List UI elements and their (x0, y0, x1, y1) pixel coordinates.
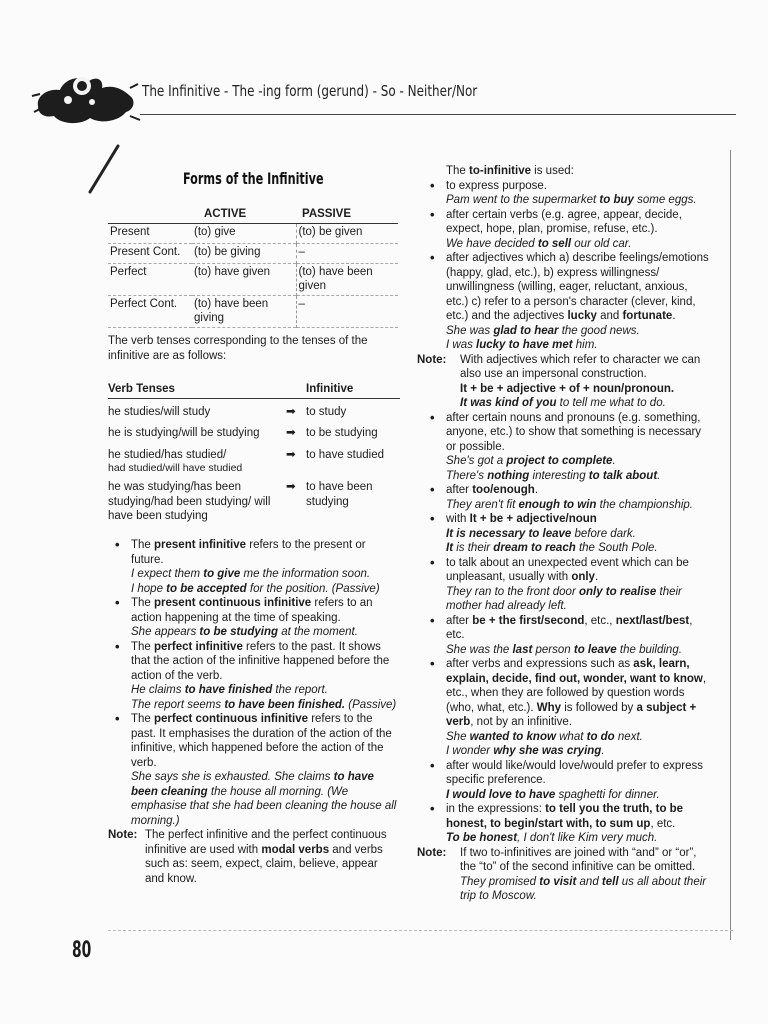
forms-table (108, 206, 398, 328)
forms-cell: (to) be giving (194, 245, 261, 258)
right-column (417, 164, 713, 904)
list-item: • to talk about an unexpected event which can be unpleasant, usually with only. They ran to the front door only to realise their mother had already left. (423, 556, 713, 614)
list-item: • to express purpose. Pam went to the supermarket to buy some eggs. (423, 179, 713, 208)
forms-table-block (108, 206, 400, 328)
arrow-icon: ➡ (286, 405, 296, 418)
infinitive-cell: to have been studying (306, 481, 373, 508)
list-item: • after certain verbs (e.g. agree, appear, decide, expect, hope, plan, promise, refuse, etc.). We have decided to sell our old car. (423, 208, 713, 252)
note-block: Note: If two to-infinitives are joined with “and” or “or”, the “to” of the second infinitive can be omitted. They promised to visit and tell us all about their trip to Moscow. (417, 846, 707, 902)
forms-cell: – (296, 243, 398, 263)
list-item: • after too/enough. They aren't fit enough to win the championship. (423, 483, 713, 512)
forms-cell: (to) give (194, 225, 236, 238)
list-item: • The perfect infinitive refers to the past. It shows that the action of the infinitive happened before the action of the verb. He claims to have finished the report. The report seems to have been finished. (Passive) (108, 640, 400, 713)
forms-cell: (to) have given (194, 265, 271, 278)
note-label: Note: (417, 353, 447, 366)
list-item: • after verbs and expressions such as ask, learn, explain, decide, find out, wonder, want to know, etc., when they are followed by question words (who, what, etc.). Why is followed by a subject + verb, not by an infinitive. She wanted to know what to do next. I wonder why she was crying. (423, 657, 713, 759)
pen-stroke-icon (82, 142, 126, 198)
arrow-icon: ➡ (286, 448, 296, 461)
chapter-title: The Infinitive - The -ing form (gerund) - So - Neither/Nor (142, 82, 478, 100)
list-item: • The perfect continuous infinitive refers to the past. It emphasises the duration of the action of the infinitive, which happened before the action of the verb. She says she is exhausted. She claims to have been cleaning the house all morning. (We emphasise that she had been cleaning the house all morning.) (108, 712, 400, 828)
left-bullets (108, 538, 400, 886)
forms-cell: Present Cont. (110, 245, 181, 258)
tense-cell: he studies/will study (108, 405, 211, 418)
list-item: • after adjectives which a) describe feelings/emotions (happy, glad, etc.), b) express willingness/ unwillingness (willing, eager, reluctant, anxious, etc.) c) refer to a person's character (clever, kind, etc.) and the adjectives lucky and fortunate. She was glad to hear the good news. I was lucky to have met him. (423, 251, 713, 353)
section-title: Forms of the Infinitive (183, 169, 324, 188)
forms-header-active: ACTIVE (204, 208, 247, 220)
tenses-row (108, 480, 400, 524)
page-number: 80 (72, 938, 92, 963)
infinitive-cell: to be studying (306, 427, 378, 439)
chapter-logo-icon (30, 66, 142, 128)
list-item: • in the expressions: to tell you the truth, to be honest, to begin/start with, to sum up, etc. To be honest, I don't like Kim very much. (423, 802, 713, 846)
list-item: • after be + the first/second, etc., next/last/best, etc. She was the last person to leave the building. (423, 614, 713, 658)
tenses-table-block (108, 382, 400, 524)
tenses-header-verb: Verb Tenses (108, 383, 175, 395)
note-block: Note: With adjectives which refer to character we can also use an impersonal construction. It + be + adjective + of + noun/pronoun. It was kind of you to tell me what to do. (417, 353, 701, 409)
list-item: • The present infinitive refers to the present or future. I expect them to give me the information soon. I hope to be accepted for the position. (Passive) (108, 538, 400, 596)
list-item: • after would like/would love/would prefer to express specific preference. I would love to have spaghetti for dinner. (423, 759, 713, 803)
forms-cell: (to) be given (296, 223, 398, 243)
arrow-icon: ➡ (286, 427, 296, 439)
right-intro: The to-infinitive is used: (446, 165, 574, 177)
header-rule (140, 114, 736, 115)
forms-cell: Present (110, 225, 150, 238)
infinitive-cell: to have studied (306, 448, 385, 461)
forms-cell: Perfect Cont. (110, 297, 178, 310)
note-label: Note: (417, 846, 447, 859)
forms-header-empty (108, 206, 192, 223)
column-rule (730, 150, 731, 940)
forms-header-passive: PASSIVE (302, 208, 351, 220)
tenses-row (108, 448, 400, 475)
list-item: • after certain nouns and pronouns (e.g. something, anyone, etc.) to show that something is necessary or possible. She's got a project to complete. There's nothing interesting to talk about. (423, 411, 713, 484)
forms-cell: (to) have been giving (194, 297, 269, 324)
list-item: • with It + be + adjective/noun It is necessary to leave before dark. It is their dream to reach the South Pole. (423, 512, 713, 556)
tenses-row (108, 405, 400, 420)
tense-cell: he was studying/has been studying/had been studying/ will have been studying (108, 481, 271, 522)
tense-cell: he is studying/will be studying (108, 427, 260, 439)
arrow-icon: ➡ (286, 481, 296, 493)
note-label: Note: (108, 829, 138, 841)
forms-cell: (to) have been given (296, 263, 398, 295)
note-block: Note: The perfect infinitive and the perfect continuous infinitive are used with modal verbs and verbs such as: seem, expect, claim, believe, appear and know. (108, 829, 387, 885)
list-item: • The present continuous infinitive refers to an action happening at the time of speaking. She appears to be studying at the moment. (108, 596, 400, 640)
tense-cell: he studied/has studied/ (108, 448, 227, 461)
infinitive-cell: to study (306, 405, 347, 418)
tenses-header-infinitive: Infinitive (306, 383, 354, 395)
tense-cell-small: had studied/will have studied (108, 462, 243, 474)
intro-paragraph: The verb tenses corresponding to the tenses of the infinitive are as follows: (108, 335, 368, 362)
bottom-rule (108, 930, 733, 931)
forms-cell: Perfect (110, 265, 147, 278)
tenses-row (108, 426, 400, 441)
forms-cell: – (296, 295, 398, 327)
